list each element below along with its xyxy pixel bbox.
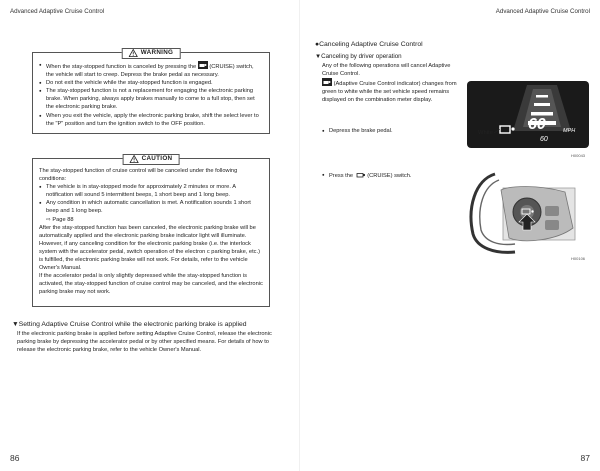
cancel-bullet-brake: ● Depress the brake pedal. bbox=[322, 127, 462, 135]
cruise-switch-icon bbox=[355, 171, 366, 178]
caution-intro: The stay-stopped function of cruise control will be canceled under the following conditions: bbox=[39, 168, 238, 183]
cancel-section-title: ●Canceling Adaptive Cruise Control bbox=[315, 41, 423, 48]
caution-tag bbox=[123, 154, 180, 165]
epb-section-title: ▼Setting Adaptive Cruise Control while the electronic parking brake is applied bbox=[12, 321, 247, 328]
white-label-leader-line bbox=[494, 129, 500, 135]
meter-speed-big: 60 bbox=[528, 116, 546, 133]
warning-triangle-icon bbox=[129, 49, 138, 57]
cruise-icon bbox=[198, 61, 208, 69]
caution-paragraph: After the stay-stopped function has been canceled, the electronic parking brake will be automatically applied and the electronic parking brake indicator light will illuminate. However, if any canceling condition for the electronic parking brake (i.e. the interlock system with the accelerator pedal, switch operation of the electron c parking brake, etc.) is fulfilled, the electronic parking brake will not work. For details, refer to the vehicle Owner's Manual. bbox=[39, 224, 260, 272]
warning-item: ● When you exit the vehicle, apply the electronic parking brake, shift the select lever to the "P" position and turn the ignition switch to the OFF position. bbox=[39, 112, 263, 128]
warning-box bbox=[32, 48, 270, 134]
wheel-figure-code: H00106 bbox=[571, 256, 586, 261]
warning-item: ● When the stay-stopped function is canceled by pressing the (CRUISE) switch, the vehicle will start to creep. Depress the brake pedal as necessary. bbox=[39, 61, 263, 79]
warning-item: ● The stay-stopped function is not a replacement for engaging the electronic parking brake. When parking, always apply brakes manually to come to a full stop, then set the electronic parking brake. bbox=[39, 87, 263, 111]
steering-switch-figure bbox=[465, 168, 585, 254]
meter-figure-code: H00043 bbox=[571, 153, 586, 158]
caution-item: ● The vehicle is in stay-stopped mode for approximately 2 minutes or more. A notification will sound 5 intermittent beeps, 1 short beep and 1 long beep. bbox=[39, 183, 263, 199]
meter-unit: MPH bbox=[563, 128, 576, 134]
caution-box bbox=[32, 154, 270, 307]
cancel-subsection-title: ▼Canceling by driver operation bbox=[315, 53, 402, 60]
meter-display bbox=[467, 81, 589, 148]
cancel-indicator-text: (Adaptive Cruise Control indicator) changes from green to white while the set vehicle speed remains displayed on the combination meter display. bbox=[322, 78, 462, 104]
warning-tag bbox=[122, 48, 181, 59]
page-gutter bbox=[299, 0, 300, 471]
cancel-bullet-press: ● Press the (CRUISE) switch. bbox=[322, 171, 462, 180]
page-reference: ⇨ Page 88 bbox=[46, 216, 74, 223]
caution-paragraph: If the accelerator pedal is only slightly depressed while the stay-stopped function is activated, the stay-stopped function of cruise control may be canceled, and the electronic parking brake may not work. bbox=[39, 273, 263, 296]
cancel-intro: Any of the following operations will cancel Adaptive Cruise Control. bbox=[322, 63, 451, 78]
warning-item: ● Do not exit the vehicle while the stay-stopped function is engaged. bbox=[39, 79, 263, 87]
cruise-indicator-icon bbox=[322, 78, 332, 86]
caution-item: ● Any condition in which automatic cancellation is met. A notification sounds 1 short beep and 1 long beep. bbox=[39, 199, 263, 215]
page-number-left: 86 bbox=[10, 453, 20, 463]
white-label: White bbox=[478, 130, 493, 136]
running-header-left: Advanced Adaptive Cruise Control bbox=[10, 8, 105, 15]
running-header-right: Advanced Adaptive Cruise Control bbox=[495, 8, 590, 15]
caution-label: CAUTION bbox=[141, 154, 173, 162]
page-number-right: 87 bbox=[580, 453, 590, 463]
epb-section-body: If the electronic parking brake is applied before setting Adaptive Cruise Control, release the electronic parking brake by depressing the accelerator pedal or by other specified means. For details of how to release the electronic parking brake, refer to the vehicle Owner's Manual. bbox=[17, 331, 272, 354]
warning-label: WARNING bbox=[140, 48, 174, 56]
caution-triangle-icon bbox=[130, 155, 139, 163]
meter-speed-small: 60 bbox=[540, 136, 548, 143]
